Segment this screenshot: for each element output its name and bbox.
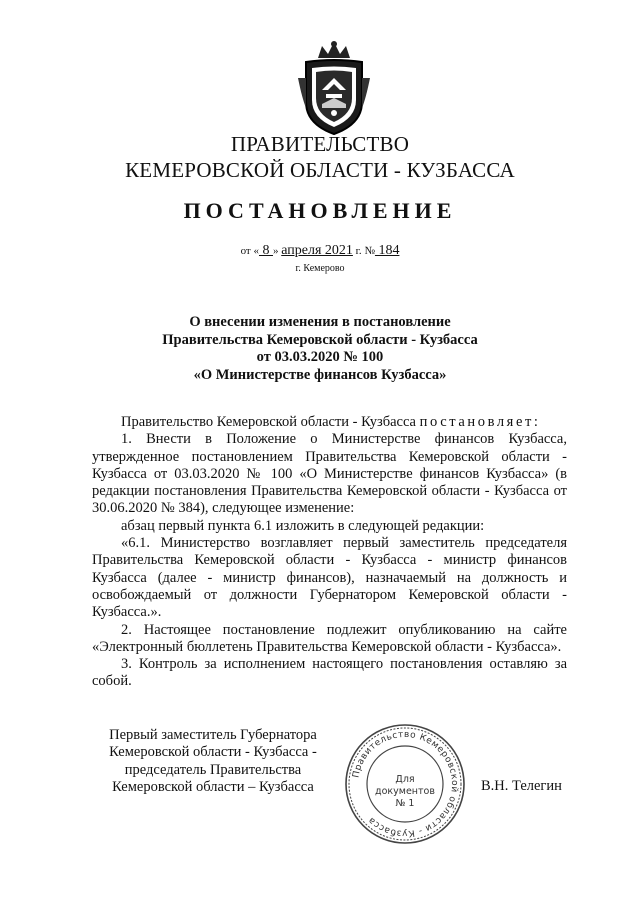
title-line: О внесении изменения в постановление xyxy=(189,314,451,330)
seal-center-line: № 1 xyxy=(395,798,415,809)
document-number: 184 xyxy=(374,243,400,258)
government-name-line2: КЕМЕРОВСКОЙ ОБЛАСТИ - КУЗБАССА xyxy=(125,158,515,182)
document-type-heading: ПОСТАНОВЛЕНИЕ xyxy=(183,198,457,223)
signatory-name: В.Н. Телегин xyxy=(481,778,562,794)
body-paragraph: абзац первый пункта 6.1 изложить в следующей редакции: xyxy=(121,517,485,534)
body-paragraph: 2. Настоящее постановление подлежит опубликованию на сайте «Электронный бюллетень Правительства Кемеровской области - Кузбасса». xyxy=(92,621,567,655)
seal-ring-text: Правительство Кемеровской области - Кузбасса xyxy=(351,729,460,839)
document-body xyxy=(92,414,567,691)
title-line: Правительства Кемеровской области - Кузбасса xyxy=(162,331,478,348)
decree-keyword: постановляет: xyxy=(419,414,541,430)
body-paragraph xyxy=(92,414,567,431)
seal-center-line: Для xyxy=(395,774,415,785)
date-month-year: апреля 2021 xyxy=(281,243,353,258)
number-sign: № xyxy=(361,245,375,257)
coat-of-arms-emblem xyxy=(292,38,376,138)
signatory-line: Первый заместитель Губернатора xyxy=(109,727,317,743)
seal-center-line: документов xyxy=(375,786,435,797)
date-day: 8 xyxy=(258,243,273,258)
date-mid: » xyxy=(272,245,282,257)
government-name-line1: ПРАВИТЕЛЬСТВО xyxy=(230,132,410,156)
date-prefix: от « xyxy=(240,245,259,257)
document-title xyxy=(0,314,640,384)
body-paragraph: «6.1. Министерство возглавляет первый заместитель председателя Правительства Кемеровской области - Кузбасса - министр финансов Кузбасса (далее - министр финансов), назначаемый на должность и освобождаемый от должности Губернатором Кемеровской области - Кузбасса.». xyxy=(92,535,567,621)
title-line: «О Министерстве финансов Кузбасса» xyxy=(193,366,447,383)
document-date-line xyxy=(0,243,640,259)
signatory-line: Кемеровской области – Кузбасса xyxy=(112,778,314,795)
signatory-line: председатель Правительства xyxy=(124,761,302,778)
title-line: от 03.03.2020 № 100 xyxy=(256,349,384,365)
signatory-line: Кемеровской области - Кузбасса - xyxy=(109,744,317,761)
body-paragraph: 3. Контроль за исполнением настоящего постановления оставляю за собой. xyxy=(92,656,567,690)
official-seal-stamp xyxy=(343,722,467,846)
date-year-suffix: г. xyxy=(352,245,362,257)
body-paragraph: 1. Внести в Положение о Министерстве финансов Кузбасса, утвержденное постановлением Правительства Кемеровской области - Кузбасса от 03.03.2020 № 100 «О Министерстве финансов Кузбасса» (в редакции постановления Правительства Кемеровской области - Кузбасса от 30.06.2020 № 384), следующее изменение: xyxy=(92,431,567,517)
city-name: г. Кемерово xyxy=(295,263,345,274)
signatory-position xyxy=(100,727,326,796)
preamble-text: Правительство Кемеровской области - Кузбасса xyxy=(121,414,416,430)
